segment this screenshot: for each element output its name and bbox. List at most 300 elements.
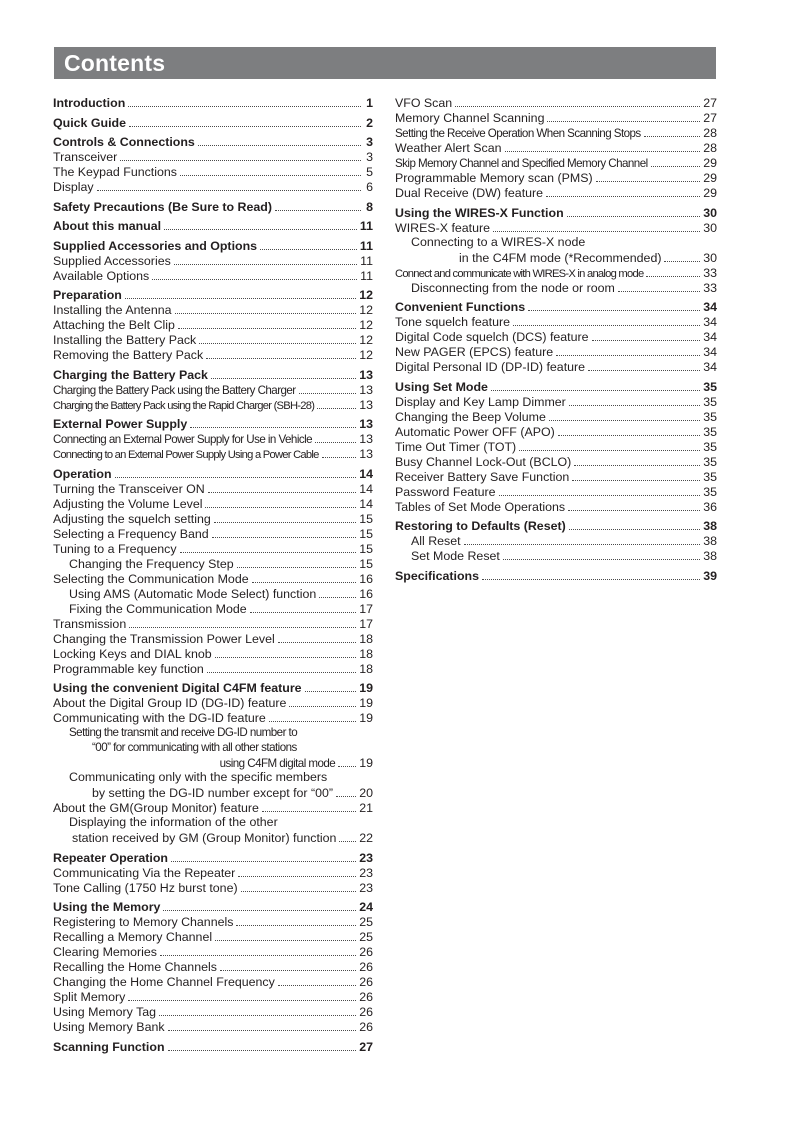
toc-section-heading[interactable] (53, 287, 373, 302)
toc-entry[interactable] (53, 268, 373, 283)
dot-leader (300, 740, 361, 751)
toc-page-number: 34 (703, 330, 717, 344)
toc-entry[interactable] (53, 526, 373, 541)
dot-leader (567, 205, 701, 217)
toc-entry-title: Adjusting the squelch setting (53, 511, 211, 526)
dot-leader (556, 344, 700, 356)
toc-entry[interactable] (53, 830, 373, 845)
dot-leader (164, 218, 357, 230)
toc-entry[interactable] (395, 110, 717, 125)
toc-entry[interactable] (395, 265, 717, 280)
dot-leader (180, 541, 357, 553)
dot-leader (664, 250, 700, 262)
dot-leader (207, 661, 356, 673)
dot-leader (171, 850, 356, 862)
toc-entry[interactable] (395, 329, 717, 344)
toc-entry-title: External Power Supply (53, 417, 188, 431)
toc-entry-title: Connecting to an External Power Supply Using a Power Cable (53, 449, 319, 461)
toc-entry[interactable] (53, 317, 373, 332)
toc-entry-title: Installing the Antenna (53, 303, 172, 317)
toc-section-heading[interactable] (53, 850, 373, 865)
dot-leader (152, 268, 357, 280)
dot-leader (317, 397, 356, 409)
toc-page-number: 22 (359, 831, 373, 845)
toc-page-number: 35 (703, 469, 717, 484)
toc-page-number: 26 (359, 945, 373, 959)
toc-entry[interactable] (53, 149, 373, 164)
toc-entry-title: Charging the Battery Pack using the Battery Charger (53, 383, 296, 397)
dot-leader (618, 280, 700, 292)
toc-page-number: 18 (359, 661, 373, 676)
toc-page-number: 29 (703, 171, 717, 185)
toc-page-number: 12 (359, 303, 373, 317)
dot-leader (455, 95, 700, 107)
toc-entry-title: VFO Scan (395, 96, 453, 110)
toc-page-number: 16 (359, 586, 373, 601)
dot-leader (519, 439, 700, 451)
toc-entry[interactable] (53, 770, 373, 785)
toc-entry-title: Busy Channel Lock-Out (BCLO) (395, 454, 572, 469)
toc-section-heading[interactable] (53, 1039, 373, 1054)
toc-entry-title: using C4FM digital mode (219, 757, 336, 770)
dot-leader (482, 568, 700, 580)
toc-page-number: 35 (703, 394, 717, 409)
toc-entry[interactable] (53, 914, 373, 929)
toc-page-number: 27 (359, 1039, 373, 1054)
toc-entry[interactable] (53, 1004, 373, 1019)
toc-entry[interactable] (395, 394, 717, 409)
toc-page-number: 39 (703, 568, 717, 583)
toc-entry[interactable] (53, 974, 373, 989)
toc-entry-title: Automatic Power OFF (APO) (395, 424, 555, 439)
toc-page-number: 15 (359, 526, 373, 541)
dot-leader (336, 785, 356, 797)
dot-leader (129, 616, 356, 628)
dot-leader (128, 95, 361, 107)
dot-leader (115, 466, 357, 478)
page-title: Contents (64, 50, 166, 76)
dot-leader (236, 914, 356, 926)
dot-leader (278, 631, 356, 643)
toc-entry-title: Installing the Battery Pack (53, 333, 197, 347)
toc-entry[interactable] (53, 397, 373, 412)
toc-entry-title: Restoring to Defaults (Reset) (395, 519, 566, 533)
dot-leader (237, 556, 357, 568)
toc-page-number: 36 (703, 499, 717, 514)
toc-entry-title: Connect and communicate with WIRES-X in analog mode (395, 267, 644, 280)
toc-section-heading[interactable] (53, 367, 373, 382)
dot-leader (262, 800, 356, 812)
toc-page-number: 13 (359, 447, 373, 461)
toc-entry[interactable] (395, 548, 717, 563)
toc-page-number: 25 (359, 930, 373, 944)
toc-section-heading[interactable] (395, 518, 717, 533)
toc-entry-title: Receiver Battery Save Function (395, 469, 570, 484)
toc-entry[interactable] (53, 431, 373, 446)
toc-entry-title: Programmable key function (53, 661, 204, 676)
toc-page-number: 26 (359, 960, 373, 974)
toc-entry-title: About this manual (53, 219, 162, 233)
toc-entry-title: Introduction (53, 96, 126, 110)
toc-section-heading[interactable] (53, 416, 373, 431)
dot-leader (278, 974, 356, 986)
toc-entry-title: Available Options (53, 268, 150, 283)
toc-page-number: 30 (703, 205, 717, 220)
toc-section-heading[interactable] (53, 238, 373, 253)
toc-page-number: 26 (359, 990, 373, 1004)
toc-page-number: 11 (359, 238, 373, 253)
toc-entry[interactable] (395, 140, 717, 155)
toc-entry[interactable] (395, 454, 717, 469)
toc-entry-title: Tuning to a Frequency (53, 541, 177, 556)
toc-page-number: 35 (703, 424, 717, 439)
toc-entry[interactable] (53, 710, 373, 725)
toc-entry-title: Tone squelch feature (395, 315, 511, 329)
toc-entry-title: Clearing Memories (53, 945, 157, 959)
toc-entry-title: by setting the DG-ID number except for “00” (92, 786, 334, 800)
toc-entry[interactable] (395, 439, 717, 454)
toc-page-number: 34 (703, 360, 717, 374)
toc-entry-title: Weather Alert Scan (395, 141, 502, 155)
toc-page-number: 38 (703, 534, 717, 548)
toc-entry[interactable] (53, 929, 373, 944)
toc-entry[interactable] (395, 155, 717, 170)
toc-entry-title: Fixing the Communication Mode (69, 601, 247, 616)
toc-entry-title: Communicating Via the Repeater (53, 865, 236, 880)
dot-leader (168, 1039, 357, 1051)
toc-page-number: 17 (359, 616, 373, 631)
toc-page-number: 15 (359, 511, 373, 526)
toc-page-number: 18 (359, 646, 373, 661)
dot-leader (211, 367, 356, 379)
dot-leader (175, 302, 357, 314)
toc-entry[interactable] (395, 499, 717, 514)
toc-page-number: 21 (359, 801, 373, 815)
toc-entry-title: Registering to Memory Channels (53, 915, 234, 929)
dot-leader (305, 680, 357, 692)
toc-entry-title: Changing the Home Channel Frequency (53, 975, 275, 989)
toc-page-number: 19 (359, 711, 373, 725)
toc-entry-title: Repeater Operation (53, 850, 168, 865)
toc-page-number: 13 (359, 397, 373, 412)
dot-leader (238, 865, 356, 877)
toc-entry[interactable] (53, 880, 373, 895)
toc-entry-title: Locking Keys and DIAL knob (53, 646, 212, 661)
toc-page-number: 30 (703, 250, 717, 265)
toc-page-number: 12 (359, 333, 373, 347)
toc-entry-title: Changing the Beep Volume (395, 409, 546, 424)
toc-entry-title: Transmission (53, 616, 127, 631)
toc-page-number: 13 (359, 367, 373, 382)
toc-entry[interactable] (53, 959, 373, 974)
dot-leader (651, 155, 701, 167)
toc-page-number: 3 (366, 150, 373, 164)
toc-entry[interactable] (53, 302, 373, 317)
dot-leader (97, 179, 361, 191)
toc-entry[interactable] (53, 511, 373, 526)
dot-leader (569, 518, 700, 530)
toc-entry[interactable] (395, 533, 717, 548)
toc-page-number: 23 (359, 865, 373, 880)
toc-entry[interactable] (53, 631, 373, 646)
toc-entry-title: Tone Calling (1750 Hz burst tone) (53, 880, 238, 895)
dot-leader (505, 140, 701, 152)
toc-page-number: 34 (703, 345, 717, 359)
toc-entry-title: “00” for communicating with all other stations (92, 741, 297, 754)
toc-entry[interactable] (53, 616, 373, 631)
toc-entry-title: Digital Personal ID (DP-ID) feature (395, 360, 586, 374)
contents-banner (54, 47, 716, 79)
dot-leader (220, 959, 356, 971)
toc-entry[interactable] (53, 164, 373, 179)
toc-section-heading[interactable] (53, 218, 373, 233)
toc-entry[interactable] (53, 446, 373, 461)
toc-entry[interactable] (53, 1019, 373, 1034)
toc-entry[interactable] (53, 601, 373, 616)
toc-section-heading[interactable] (53, 199, 373, 214)
toc-entry[interactable] (53, 481, 373, 496)
toc-page-number: 35 (703, 484, 717, 499)
toc-page-number: 17 (359, 601, 373, 616)
toc-entry[interactable] (53, 815, 373, 830)
toc-entry[interactable] (395, 280, 717, 295)
dot-leader (205, 496, 356, 508)
dot-leader (120, 149, 361, 161)
dot-leader (269, 710, 356, 722)
toc-entry[interactable] (53, 332, 373, 347)
dot-leader (588, 235, 705, 246)
toc-entry[interactable] (53, 695, 373, 710)
toc-entry[interactable] (395, 235, 717, 250)
toc-entry-title: About the Digital Group ID (DG-ID) feature (53, 696, 287, 710)
toc-entry-title: Adjusting the Volume Level (53, 496, 203, 511)
toc-page-number: 28 (703, 141, 717, 155)
dot-leader (558, 424, 700, 436)
toc-page-number: 1 (366, 96, 373, 110)
dot-leader (528, 299, 700, 311)
dot-leader (208, 481, 356, 493)
dot-leader (319, 586, 356, 598)
toc-entry[interactable] (395, 424, 717, 439)
toc-entry[interactable] (53, 944, 373, 959)
toc-page-number: 24 (359, 900, 373, 914)
toc-entry-title: Skip Memory Channel and Specified Memory Channel (395, 157, 648, 170)
toc-page-number: 3 (366, 135, 373, 149)
dot-leader (549, 409, 700, 421)
toc-entry-title: Convenient Functions (395, 300, 526, 314)
toc-entry[interactable] (395, 250, 717, 265)
toc-entry-title: Set Mode Reset (411, 549, 500, 563)
toc-section-heading[interactable] (395, 379, 717, 394)
toc-section-heading[interactable] (53, 680, 373, 695)
toc-entry-title: WIRES-X feature (395, 220, 491, 235)
toc-page-number: 19 (359, 756, 373, 770)
toc-page-number: 16 (359, 571, 373, 586)
toc-entry-title: Changing the Frequency Step (69, 556, 234, 571)
toc-section-heading[interactable] (53, 115, 373, 130)
dot-leader (281, 815, 361, 826)
dot-leader (128, 989, 356, 1001)
dot-leader (646, 265, 700, 277)
dot-leader (212, 526, 357, 538)
toc-entry-title: Removing the Battery Pack (53, 348, 204, 362)
dot-leader (491, 379, 700, 391)
dot-leader (214, 511, 356, 523)
toc-entry[interactable] (395, 314, 717, 329)
toc-page-number: 26 (359, 975, 373, 989)
toc-entry[interactable] (53, 865, 373, 880)
dot-leader (464, 533, 701, 545)
toc-entry[interactable] (53, 755, 373, 770)
toc-entry-title: Turning the Transceiver ON (53, 481, 205, 496)
toc-page-number: 30 (703, 220, 717, 235)
toc-entry-title: Display (53, 180, 94, 194)
dot-leader (547, 110, 700, 122)
toc-page-number: 26 (359, 1005, 373, 1019)
toc-entry-title: Communicating only with the specific members (69, 770, 328, 784)
toc-entry[interactable] (53, 496, 373, 511)
toc-section-heading[interactable] (53, 466, 373, 481)
toc-entry-title: Time Out Timer (TOT) (395, 439, 517, 454)
toc-entry-title: Using Set Mode (395, 379, 488, 394)
toc-page-number: 27 (703, 96, 717, 110)
toc-entry[interactable] (53, 571, 373, 586)
dot-leader (644, 125, 701, 137)
dot-leader (596, 170, 701, 182)
toc-entry-title: Communicating with the DG-ID feature (53, 711, 266, 725)
toc-entry-title: Preparation (53, 288, 122, 302)
toc-section-heading[interactable] (53, 95, 373, 110)
toc-entry[interactable] (53, 661, 373, 676)
toc-page-number: 26 (359, 1020, 373, 1034)
toc-entry[interactable] (395, 469, 717, 484)
toc-entry[interactable] (53, 253, 373, 268)
dot-leader (174, 253, 357, 265)
toc-section-heading[interactable] (395, 205, 717, 220)
toc-entry-title: Supplied Accessories (53, 253, 171, 268)
toc-entry[interactable] (395, 125, 717, 140)
toc-entry[interactable] (395, 344, 717, 359)
toc-section-heading[interactable] (395, 299, 717, 314)
toc-entry-title: Scanning Function (53, 1039, 165, 1054)
dot-leader (588, 359, 700, 371)
toc-page-number: 15 (359, 541, 373, 556)
dot-leader (275, 199, 361, 211)
dot-leader (250, 601, 357, 613)
dot-leader (339, 830, 356, 842)
toc-entry[interactable] (53, 179, 373, 194)
dot-leader (289, 695, 356, 707)
toc-entry-title: Attaching the Belt Clip (53, 318, 175, 332)
toc-section-heading[interactable] (395, 568, 717, 583)
toc-entry[interactable] (395, 95, 717, 110)
toc-entry[interactable] (395, 220, 717, 235)
toc-entry-title: Split Memory (53, 990, 126, 1004)
toc-entry[interactable] (53, 541, 373, 556)
toc-entry[interactable] (53, 347, 373, 362)
toc-entry-title: Password Feature (395, 484, 496, 499)
toc-entry-title: Supplied Accessories and Options (53, 238, 258, 253)
dot-leader (125, 287, 356, 299)
toc-entry-title: Memory Channel Scanning (395, 111, 545, 125)
toc-page-number: 18 (359, 631, 373, 646)
toc-entry-title: Tables of Set Mode Operations (395, 499, 566, 514)
dot-leader (129, 115, 361, 127)
toc-page-number: 33 (703, 265, 717, 280)
toc-entry-title: Selecting a Frequency Band (53, 526, 209, 541)
dot-leader (252, 571, 357, 583)
toc-entry-title: Specifications (395, 568, 480, 583)
toc-entry-title: Dual Receive (DW) feature (395, 186, 544, 200)
toc-entry-title: Recalling a Memory Channel (53, 930, 213, 944)
dot-leader (592, 329, 701, 341)
toc-page-number: 19 (359, 696, 373, 710)
toc-entry[interactable] (395, 170, 717, 185)
toc-entry[interactable] (53, 800, 373, 815)
toc-section-heading[interactable] (53, 134, 373, 149)
toc-entry-title: Using the Memory (53, 900, 161, 914)
dot-leader (513, 314, 700, 326)
toc-entry[interactable] (53, 740, 373, 755)
toc-section-heading[interactable] (53, 899, 373, 914)
toc-page-number: 35 (703, 439, 717, 454)
dot-leader (572, 469, 700, 481)
dot-leader (260, 238, 357, 250)
toc-page-number: 23 (359, 850, 373, 865)
toc-entry[interactable] (395, 484, 717, 499)
toc-page-number: 14 (359, 496, 373, 511)
dot-leader (546, 185, 700, 197)
toc-entry-title: Setting the transmit and receive DG-ID number to (69, 726, 298, 739)
toc-entry-title: Safety Precautions (Be Sure to Read) (53, 199, 272, 214)
toc-entry-title: in the C4FM mode (*Recommended) (459, 250, 662, 265)
toc-page-number: 23 (359, 880, 373, 895)
dot-leader (206, 347, 356, 359)
toc-entry[interactable] (395, 359, 717, 374)
toc-page-number: 28 (703, 126, 717, 140)
toc-entry[interactable] (53, 586, 373, 601)
dot-leader (493, 220, 700, 232)
toc-page-number: 13 (359, 432, 373, 446)
toc-page-number: 2 (366, 115, 373, 130)
toc-entry-title: New PAGER (EPCS) feature (395, 345, 554, 359)
dot-leader (168, 1019, 357, 1031)
toc-entry[interactable] (53, 785, 373, 800)
toc-entry-title: Quick Guide (53, 115, 126, 130)
dot-leader (160, 944, 356, 956)
toc-entry[interactable] (53, 382, 373, 397)
toc-entry[interactable] (53, 989, 373, 1004)
toc-entry[interactable] (395, 185, 717, 200)
toc-entry[interactable] (53, 556, 373, 571)
toc-page-number: 12 (359, 318, 373, 332)
dot-leader (199, 332, 356, 344)
toc-entry-title: Charging the Battery Pack (53, 367, 208, 382)
toc-page-number: 14 (359, 481, 373, 496)
toc-page-number: 29 (703, 186, 717, 200)
toc-page-number: 13 (359, 417, 373, 431)
toc-entry[interactable] (53, 646, 373, 661)
toc-entry[interactable] (53, 725, 373, 740)
toc-page-number: 34 (703, 315, 717, 329)
dot-leader (330, 770, 361, 781)
toc-page-number: 13 (359, 382, 373, 397)
toc-page-number: 11 (359, 219, 373, 233)
toc-entry[interactable] (395, 409, 717, 424)
dot-leader (159, 1004, 356, 1016)
toc-entry-title: Changing the Transmission Power Level (53, 631, 275, 646)
toc-page-number: 6 (366, 180, 373, 194)
